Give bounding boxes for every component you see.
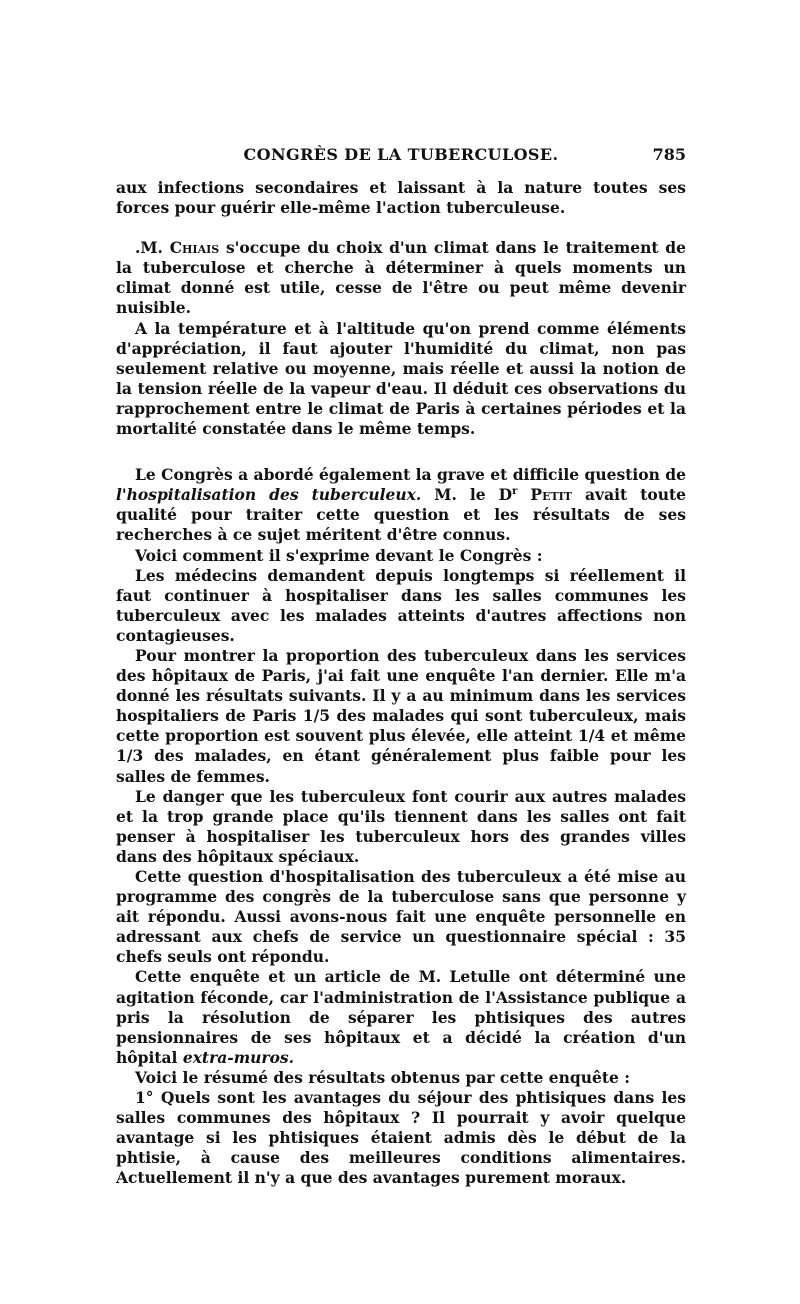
emphasis-text: extra-muros. — [182, 1047, 295, 1067]
author-name: Chiais — [169, 238, 220, 258]
running-title: CONGRÈS DE LA TUBERCULOSE. — [243, 145, 559, 164]
paragraph-gap — [116, 218, 686, 238]
page-number: 785 — [652, 145, 686, 164]
paragraph-danger: Le danger que les tuberculeux font courir aux autres malades et la trop grande place qu'ils tiennent dans les salles ont fait penser à hospitaliser les tuberculeux hors des grandes villes dans des hôpitaux spéciaux. — [116, 786, 686, 866]
paragraph-medecins: Les médecins demandent depuis longtemps si réellement il faut continuer à hospitaliser dans les salles communes les tuberculeux avec les malades atteints d'autres affections non contagieuses. — [116, 565, 686, 645]
paragraph-proportion: Pour montrer la proportion des tuberculeux dans les services des hôpitaux de Paris, j'ai fait une enquête l'an dernier. Elle m'a donné les résultats suivants. Il y a au minimum dans les services hospitaliers de Paris 1/5 des malades qui sont tuberculeux, mais cette proportion est souvent plus élevée, elle atteint 1/4 et même 1/3 des malades, en étant généralement plus faible pour les salles de femmes. — [116, 645, 686, 786]
paragraph-enquete — [116, 967, 686, 1067]
page-body — [116, 178, 686, 1189]
page-header — [116, 143, 686, 169]
paragraph-hospitalisation — [116, 465, 686, 545]
paragraph-continuation: aux infections secondaires et laissant à la nature toutes ses forces pour guérir elle-même l'action tuberculeuse. — [116, 178, 686, 218]
paragraph-chiais — [116, 238, 686, 318]
section-gap — [116, 439, 686, 465]
paragraph-temperature: A la température et à l'altitude qu'on prend comme éléments d'appréciation, il faut ajouter l'humidité du climat, non pas seulement relative ou moyenne, mais réelle et aussi la notion de la tension réelle de la vapeur d'eau. Il déduit ces observations du rapprochement entre le climat de Paris à certaines périodes et la mortalité constatée dans le même temps. — [116, 318, 686, 439]
emphasis-text: l'hospitalisation des tuberculeux. — [116, 485, 422, 505]
superscript: r — [512, 486, 518, 498]
paragraph-intro-quote: Voici comment il s'exprime devant le Congrès : — [135, 545, 543, 565]
author-name: Petit — [530, 485, 572, 505]
paragraph-text: Le Congrès a abordé également la grave et difficile question de — [135, 465, 686, 485]
paragraph-resume: Voici le résumé des résultats obtenus par cette enquête : — [135, 1067, 631, 1087]
paragraph-text: Cette enquête et un article de M. Letulle ont déterminé une agitation féconde, car l'administration de l'Assistance publique a pris la résolution de séparer les phtisiques des autres pensionnaires de ses hôpitaux et a décidé la création d'un hôpital — [116, 967, 686, 1067]
paragraph-point-1: 1° Quels sont les avantages du séjour des phtisiques dans les salles communes des hôpitaux ? Il pourrait y avoir quelque avantage si les phtisiques étaient admis dès le début de la phtisie, à cause des meilleures conditions alimentaires. Actuellement il n'y a que des avantages purement moraux. — [116, 1088, 686, 1188]
paragraph-text: M. le D — [421, 485, 513, 505]
prefix-text: .M. — [135, 238, 163, 258]
paragraph-text: avait toute qualité pour traiter cette question et les résultats de ses recherches à ce sujet méritent d'être connus. — [116, 485, 686, 545]
paragraph-text: s'occupe du choix d'un climat dans le traitement de la tuberculose et cherche à déterminer à quels moments un climat donné est utile, cesse de l'être ou peut même devenir nuisible. — [116, 238, 686, 318]
paragraph-question: Cette question d'hospitalisation des tuberculeux a été mise au programme des congrès de la tuberculose sans que personne y ait répondu. Aussi avons-nous fait une enquête personnelle en adressant aux chefs de service un questionnaire spécial : 35 chefs seuls ont répondu. — [116, 867, 686, 967]
